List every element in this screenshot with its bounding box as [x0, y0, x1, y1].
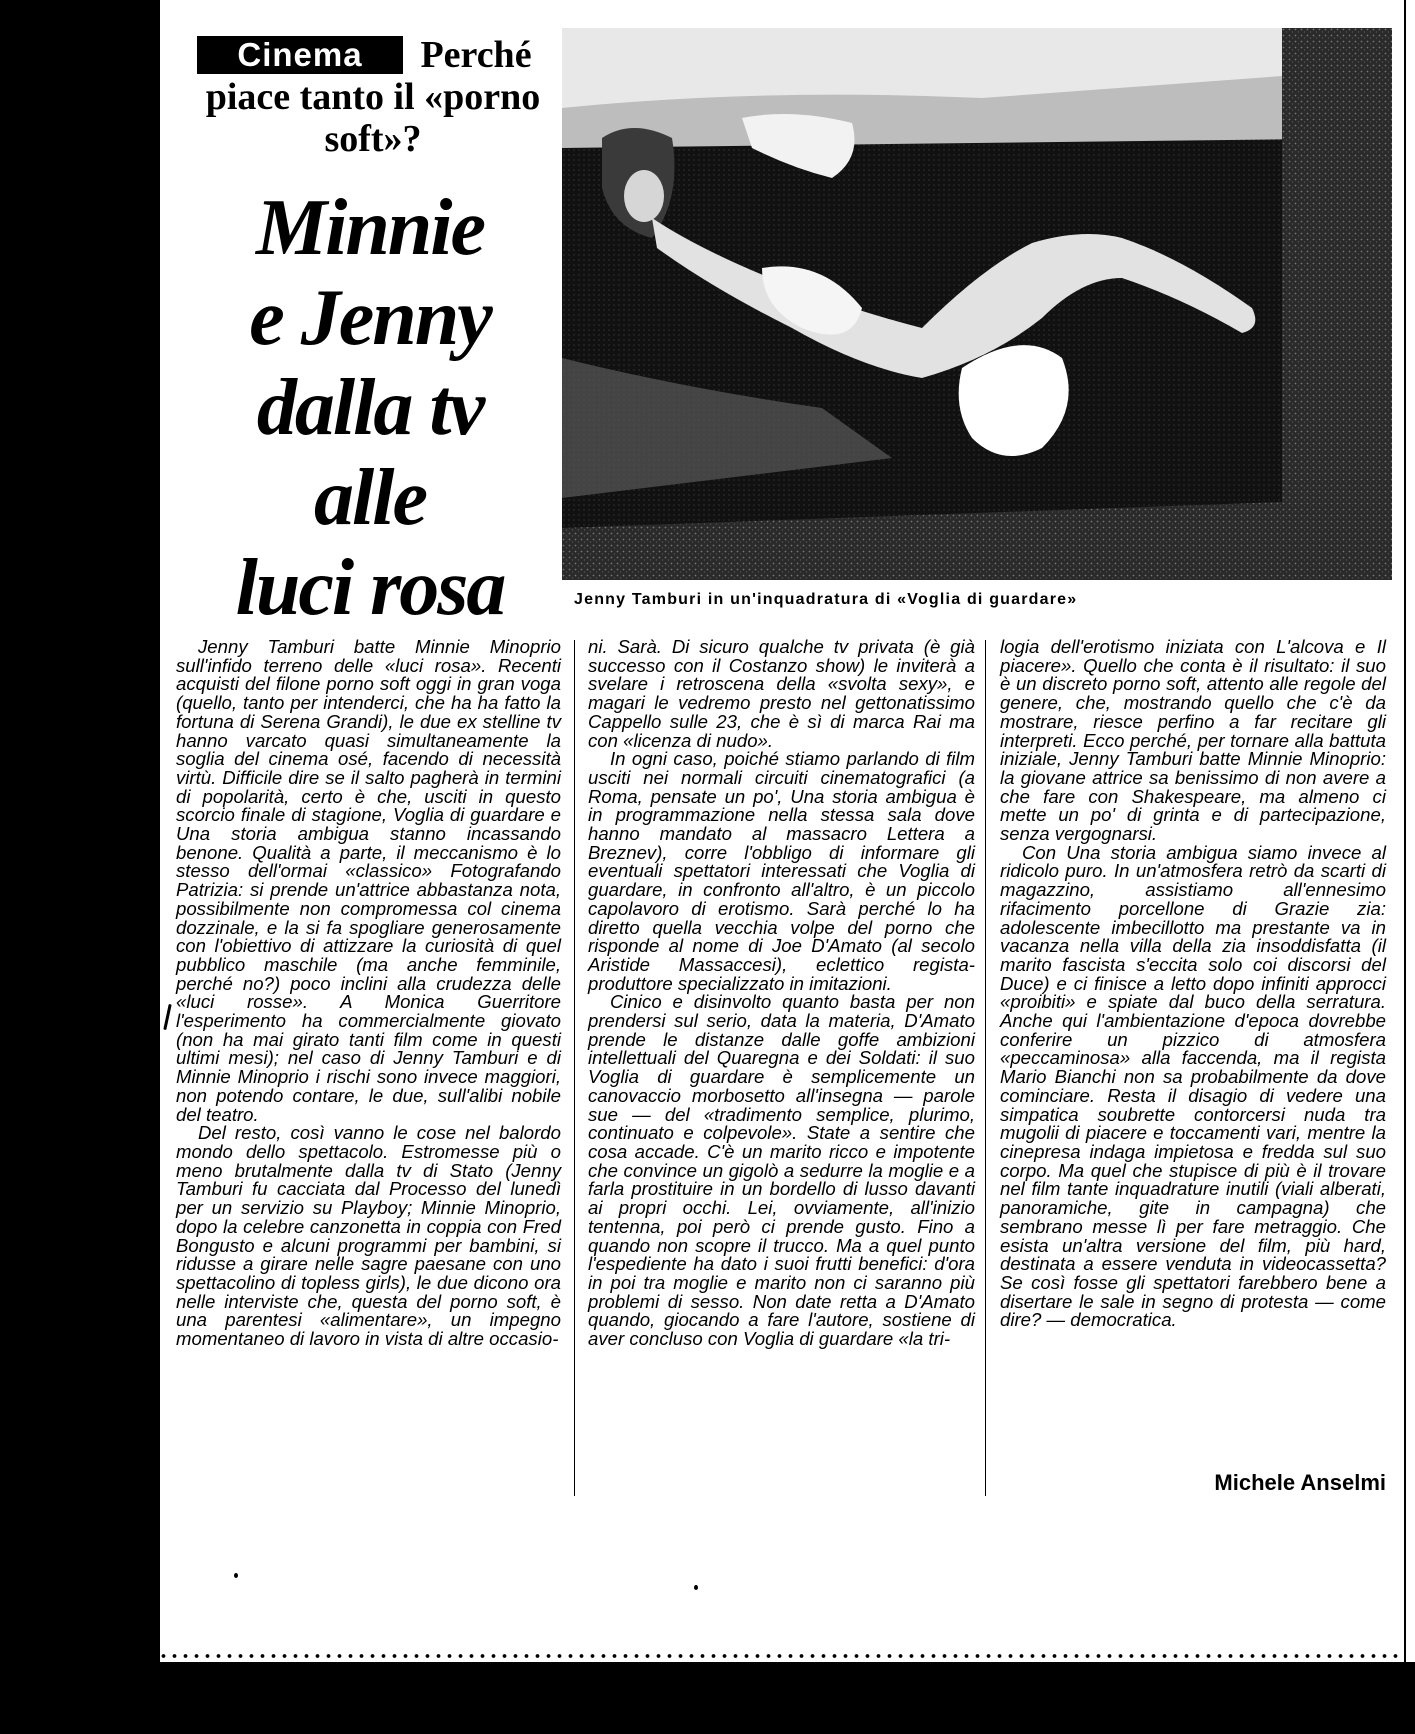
article-column-1: [176, 638, 561, 1349]
article-paragraph: Con Una storia ambigua siamo invece al ridicolo puro. In un'atmosfera retrò da scarti di magazzino, assistiamo all'ennesimo rifacimento porcellone di Grazie zia: adolescente imbecillotto ma prestante va in vacanza nella villa della zia insoddisfatta (il marito fascista s'eccita solo coi discorsi del Duce) e ci finisce a letto dopo infiniti approcci «proibiti» e spiate dal buco della serratura. Anche qui l'ambientazione d'epoca dovrebbe conferire un pizzico di atmosfera «peccaminosa» alla faccenda, ma il regista Mario Bianchi non sa probabilmente da dove cominciare. Resta il disagio di vedere una simpatica soubrette contorcersi nuda tra mugolii di piacere e toccamenti vari, mentre la cinepresa indaga impietosa e fredda sul suo corpo. Ma quel che stupisce di più è il trovare nel film tante inquadrature inutili (viali alberati, panoramiche, gite in campagna) che sembrano messe lì per fare metraggio. Che esista un'altra versione del film, più hard, destinata a essere venduta in videocassetta? Se così fosse gli spettatori farebbero bene a disertare le sale in segno di protesta — come dire? — democratica.: [1000, 841, 1386, 1331]
scan-speck: [163, 1004, 171, 1030]
article-paragraph: logia dell'erotismo iniziata con L'alcova e Il piacere». Quello che conta è il risultato: il suo è un discreto porno soft, attento alle regole del genere, che, mostrando quello che c'è da mostrare, riesce perfino a far recitare gli interpreti. Ecco perché, per tornare alla battuta iniziale, Jenny Tamburi batte Minnie Minoprio: la giovane attrice sa benissimo di non avere a che fare con Shakespeare, ma almeno ci mette un po' di grinta e di partecipazione, senza vergognarsi.: [1000, 636, 1386, 845]
scan-right-border: [1404, 0, 1406, 1734]
headline-line: luci rosa: [235, 544, 505, 632]
photo-caption: Jenny Tamburi in un'inquadratura di «Voglia di guardare»: [574, 591, 1078, 608]
article-column-2: [588, 638, 975, 1349]
article-paragraph: Del resto, così vanno le cose nel balordo mondo dello spettacolo. Estromesse più o meno brutalmente dalla tv di Stato (Jenny Tamburi fu cacciata dal Processo del lunedì per un servizio su Playboy; Minnie Minoprio, dopo la celebre canzonetta in coppia con Fred Bongusto e alcuni programmi per bambini, si ridusse a girare nelle sagre paesane con uno spettacolino di topless girls), le due dicono ora nelle interviste che, questa del porno soft, è una parentesi «alimentare», un impegno momentaneo di lavoro in vista di altre occasio-: [176, 1122, 561, 1350]
column-rule: [985, 640, 986, 1496]
scan-speck: [234, 1573, 238, 1578]
scan-left-border: [0, 0, 160, 1734]
headline-line: alle: [314, 454, 426, 542]
headline-line: e Jenny: [249, 274, 491, 362]
scan-speck: [694, 1585, 698, 1590]
column-rule: [574, 640, 575, 1496]
scan-bottom-border: [0, 1662, 1415, 1734]
kicker-text: Perché piace tanto il «porno soft»?: [205, 34, 541, 160]
headline-line: dalla tv: [256, 364, 484, 452]
article-paragraph: In ogni caso, poiché stiamo parlando di film usciti nei normali circuiti cinematografici (a Roma, pensate un po', Una storia ambigua è in programmazione nella stessa sala dove hanno mandato al massacro Lettera a Breznev), corre l'obbligo di informare gli eventuali spettatori interessati che Voglia di guardare, in confronto all'altro, è un piccolo capolavoro di erotismo. Sarà perché lo ha diretto quella vecchia volpe del porno che risponde al nome di Joe D'Amato (al secolo Aristide Massaccesi), eclettico regista-produttore specializzato in imitazioni.: [588, 748, 975, 994]
section-label: Cinema: [197, 36, 403, 74]
article-photo: [562, 28, 1392, 580]
article-headline: [190, 183, 550, 633]
article-byline: Michele Anselmi: [1214, 1470, 1386, 1495]
article-paragraph: Cinico e disinvolto quanto basta per non prendersi sul serio, data la materia, D'Amato prende le distanze dalle goffe ambizioni intellettuali del Quaregna e dei Soldati: il suo Voglia di guardare è semplicemente un canovaccio morbosetto all'insegna — parole sue — del «tradimento semplice, plurimo, continuato e colpevole». State a sentire che cosa accade. C'è un marito ricco e impotente che convince un gigolò a sedurre la moglie e a farla prostituire in un bordello di lusso davanti ai propri occhi. Lei, ovviamente, all'inizio tentenna, poi però ci prende gusto. Fino a quando non scopre il trucco. Ma a quel punto l'espediente ha dato i suoi frutti benefici: d'ora in poi tra moglie e marito non ci saranno più problemi di sesso. Non date retta a D'Amato quando, giocando a fare l'autore, sostiene di aver concluso con Voglia di guardare «la tri-: [588, 991, 975, 1350]
article-column-3: [1000, 638, 1386, 1330]
article-paragraph: ni. Sarà. Di sicuro qualche tv privata (è già successo con il Costanzo show) le inviterà a svelare i retroscena della «svolta sexy», e magari le vedremo presto nel gettonatissimo Cappello sulle 23, che è sì di marca Rai ma con «licenza di nudo».: [588, 636, 975, 751]
article-paragraph: Jenny Tamburi batte Minnie Minoprio sull'infido terreno delle «luci rosa». Recenti acquisti del filone porno soft oggi in gran voga (quello, tanto per intenderci, che ha ha fatto la fortuna di Serena Grandi), le due ex stelline tv hanno varcato quasi simultaneamente la soglia del cinema osé, facendo di necessità virtù. Difficile dire se il salto pagherà in termini di popolarità, certo è che, usciti in questo scorcio finale di stagione, Voglia di guardare e Una storia ambigua stanno incassando benone. Qualità a parte, il meccanismo è lo stesso dell'ormai «classico» Fotografando Patrizia: si prende un'attrice abbastanza nota, possibilmente non compromessa col cinema dozzinale, e la si fa spogliare generosamente con l'obiettivo di attizzare la curiosità di quel pubblico maschile (ma anche femminile, perché no?) poco inclini alla crudezza delle «luci rosse». A Monica Guerritore l'esperimento ha commercialmente giovato (non ha mai girato tanti film come in questi ultimi mesi); nel caso di Jenny Tamburi e di Minnie Minoprio i rischi sono invece maggiori, non potendo contare, le due, sull'alibi nobile del teatro.: [176, 636, 561, 1125]
headline-line: Minnie: [255, 184, 485, 272]
